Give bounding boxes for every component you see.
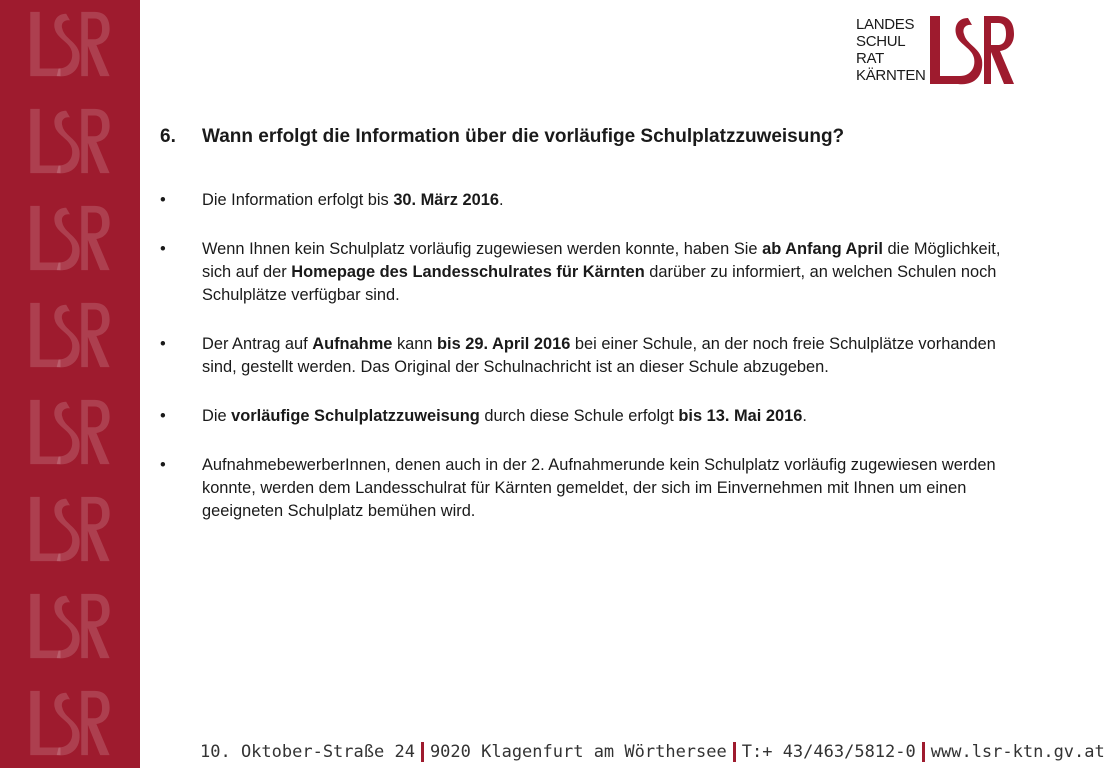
lsr-mark-icon (928, 14, 1014, 86)
bullet-text: Wenn Ihnen kein Schulplatz vorläufig zugewiesen werden konnte, haben Sie (202, 240, 763, 258)
bullet-text: durch diese Schule erfolgt (479, 407, 679, 425)
watermark-lsr-icon (28, 495, 118, 575)
footer-phone: T:+ 43/463/5812-0 (741, 742, 916, 762)
bullet-bold-text: 30. März 2016 (393, 191, 500, 209)
watermark-lsr-icon (28, 107, 118, 187)
bullet-text: kann (392, 335, 438, 353)
watermark-lsr-icon (28, 10, 118, 90)
logo-line-4: KÄRNTEN (856, 67, 926, 84)
bullet-item (160, 405, 1024, 428)
bullet-item (160, 333, 1024, 379)
bullet-text: . (802, 407, 807, 425)
bullet-text: Der Antrag auf (202, 335, 313, 353)
bullet-dot: • (160, 456, 166, 474)
footer-separator (922, 742, 925, 762)
bullet-item (160, 189, 1024, 212)
bullet-item (160, 454, 1024, 523)
bullet-bold-text: ab Anfang April (762, 240, 883, 258)
sidebar-band (0, 0, 140, 768)
bullet-bold-text: Homepage des Landesschulrates für Kärnten (291, 263, 645, 281)
footer-web[interactable]: www.lsr-ktn.gv.at (930, 742, 1105, 762)
bullet-bold-text: bis 29. April 2016 (437, 335, 571, 353)
heading-text: Wann erfolgt die Information über die vorläufige Schulplatzzuweisung? (202, 126, 845, 147)
bullet-list (160, 189, 1024, 549)
bullet-bold-text: vorläufige Schulplatzzuweisung (231, 407, 480, 425)
footer-address: 10. Oktober-Straße 24 (200, 742, 415, 762)
watermark-lsr-icon (28, 204, 118, 284)
bullet-text: . (499, 191, 504, 209)
logo-wordmark (856, 16, 928, 84)
bullet-text: darüber zu informiert, an welchen Schulen noch Schulplätze verfügbar sind. (202, 263, 997, 304)
watermark-lsr-icon (28, 592, 118, 672)
bullet-dot: • (160, 407, 166, 425)
watermark-lsr-icon (28, 398, 118, 478)
bullet-dot: • (160, 240, 166, 258)
bullet-text: Die Information erfolgt bis (202, 191, 394, 209)
lsr-logo (856, 14, 1016, 86)
bullet-item (160, 238, 1024, 307)
footer-city: 9020 Klagenfurt am Wörthersee (429, 742, 727, 762)
bullet-bold-text: Aufnahme (312, 335, 393, 353)
logo-line-2: SCHUL (856, 33, 906, 50)
bullet-dot: • (160, 335, 166, 353)
watermark-lsr-icon (28, 689, 118, 769)
bullet-text: AufnahmebewerberInnen, denen auch in der 2. Aufnahmerunde kein Schulplatz vorläufig zugewiesen werden konnte, werden dem Landesschulrat für Kärnten gemeldet, der sich im Einvernehmen mit Ihnen um einen geeigneten Schulplatz bemühen wird. (202, 456, 996, 520)
footer-separator (421, 742, 424, 762)
bullet-text: die Möglichkeit, sich auf der (202, 240, 1001, 281)
logo-line-1: LANDES (856, 16, 915, 33)
bullet-text: Die (202, 407, 232, 425)
heading-number: 6. (160, 126, 176, 147)
bullet-bold-text: bis 13. Mai 2016 (678, 407, 803, 425)
slide-heading (160, 126, 980, 148)
footer (200, 740, 1105, 764)
logo-line-3: RAT (856, 50, 884, 67)
watermark-lsr-icon (28, 301, 118, 381)
bullet-text: bei einer Schule, an der noch freie Schulplätze vorhanden sind, gestellt werden. Das Original der Schulnachricht ist an dieser Schule abzugeben. (202, 335, 996, 376)
footer-separator (733, 742, 736, 762)
bullet-dot: • (160, 191, 166, 209)
